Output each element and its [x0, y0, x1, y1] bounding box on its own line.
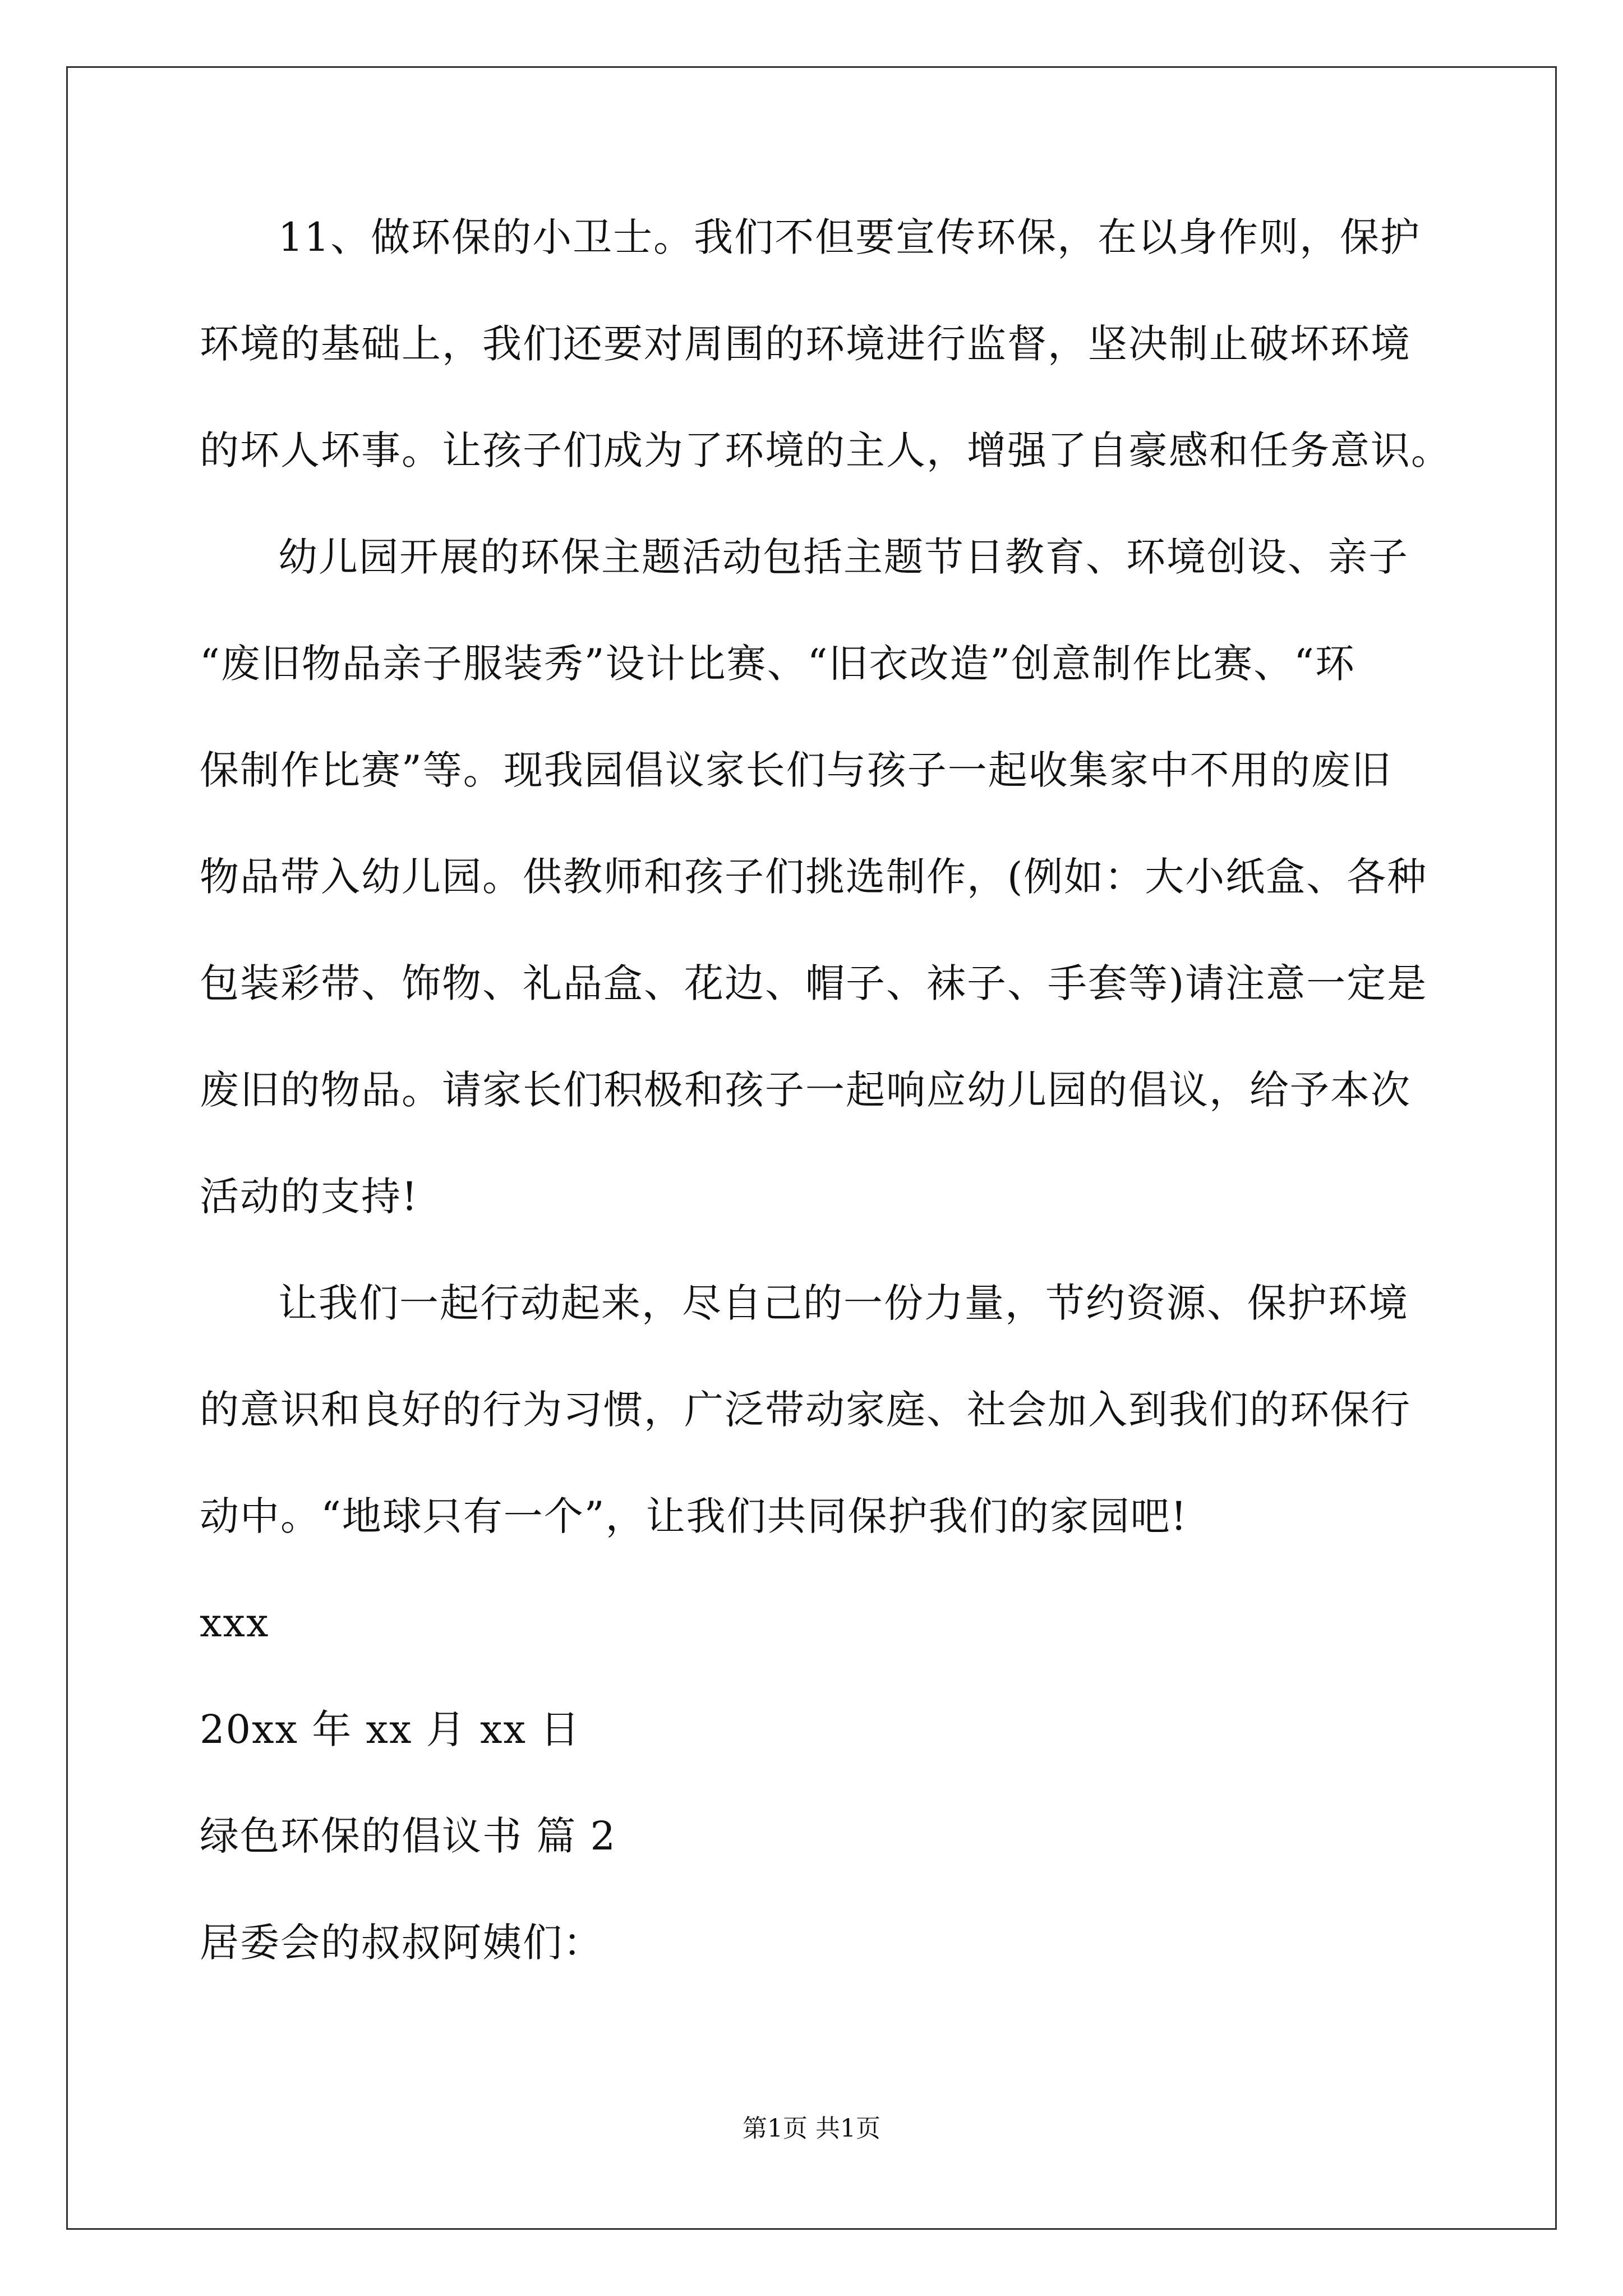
paragraph-line: “废旧物品亲子服装秀”设计比赛、“旧衣改造”创意制作比赛、“环 [200, 641, 1355, 687]
paragraph-line: 活动的支持! [200, 1174, 419, 1220]
paragraph-line: 环境的基础上，我们还要对周围的环境进行监督，坚决制止破坏环境 [200, 321, 1411, 367]
paragraph-line: 物品带入幼儿园。供教师和孩子们挑选制作，(例如：大小纸盒、各种 [200, 854, 1428, 900]
section-title: 绿色环保的倡议书 篇 2 [200, 1813, 617, 1859]
page-frame [66, 66, 1557, 2230]
salutation: 居委会的叔叔阿姨们： [200, 1920, 603, 1966]
paragraph-line: 让我们一起行动起来，尽自己的一份力量，节约资源、保护环境 [278, 1280, 1409, 1326]
paragraph-line: 包装彩带、饰物、礼品盒、花边、帽子、袜子、手套等)请注意一定是 [200, 960, 1428, 1006]
paragraph-line: 的坏人坏事。让孩子们成为了环境的主人，增强了自豪感和任务意识。 [200, 427, 1451, 473]
page-footer: 第1页 共1页 [743, 2114, 880, 2143]
signature-date: 20xx 年 xx 月 xx 日 [200, 1706, 581, 1752]
paragraph-line: 11、做环保的小卫士。我们不但要宣传环保，在以身作则，保护 [278, 214, 1421, 260]
paragraph-line: 废旧的物品。请家长们积极和孩子一起响应幼儿园的倡议，给予本次 [200, 1067, 1411, 1113]
paragraph-line: 幼儿园开展的环保主题活动包括主题节日教育、环境创设、亲子 [278, 534, 1409, 580]
paragraph-line: 保制作比赛”等。现我园倡议家长们与孩子一起收集家中不用的废旧 [200, 747, 1392, 793]
paragraph-line: 动中。“地球只有一个”，让我们共同保护我们的家园吧! [200, 1493, 1188, 1539]
paragraph-line: 的意识和良好的行为习惯，广泛带动家庭、社会加入到我们的环保行 [200, 1387, 1411, 1433]
signature-name: xxx [200, 1600, 270, 1646]
